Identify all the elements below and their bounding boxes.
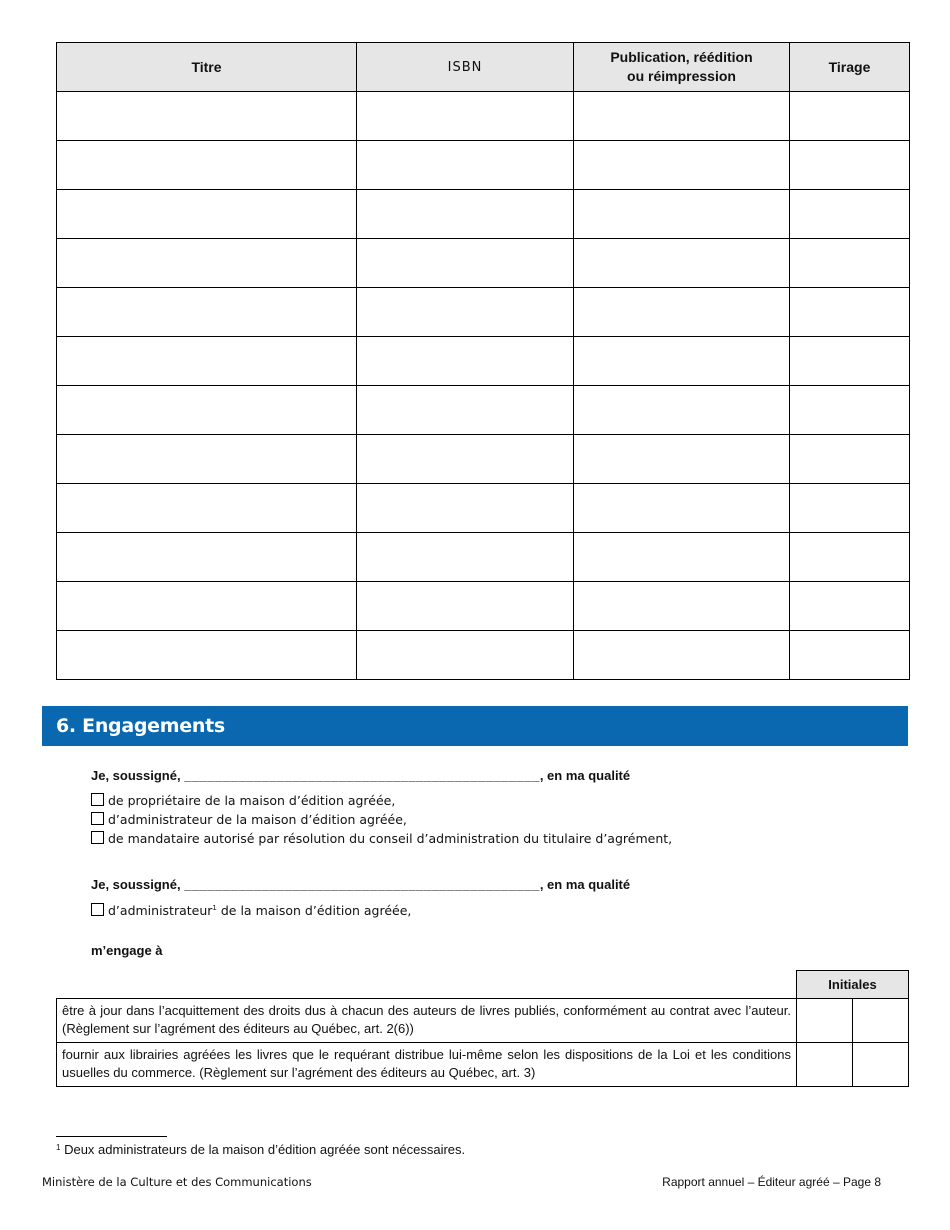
- option-label-rest: de la maison d’édition agréée,: [216, 903, 412, 918]
- isbn-cell[interactable]: [357, 582, 574, 631]
- undersigned-lead: Je, soussigné,: [91, 768, 181, 783]
- header-print-run: Tirage: [790, 43, 910, 92]
- name-blank-field[interactable]: ______________________________________________: [184, 768, 540, 783]
- publication-cell[interactable]: [574, 484, 790, 533]
- print-run-cell[interactable]: [790, 533, 910, 582]
- title-cell[interactable]: [57, 190, 357, 239]
- isbn-cell[interactable]: [357, 288, 574, 337]
- print-run-cell[interactable]: [790, 582, 910, 631]
- footnote-divider: [56, 1136, 167, 1137]
- undersigned-line-1: [91, 768, 630, 783]
- books-table-row: [57, 484, 910, 533]
- undersigned-line-2: [91, 877, 630, 892]
- isbn-cell[interactable]: [357, 533, 574, 582]
- checkbox[interactable]: [91, 903, 104, 916]
- title-cell[interactable]: [57, 337, 357, 386]
- isbn-cell[interactable]: [357, 631, 574, 680]
- checkbox[interactable]: [91, 793, 104, 806]
- publication-cell[interactable]: [574, 533, 790, 582]
- undersigned-suffix: , en ma qualité: [539, 877, 631, 892]
- commitment-text: être à jour dans l’acquittement des droits dus à chacun des auteurs de livres publiés, conformément au contrat avec l’auteur. (Règlement sur l’agrément des éditeurs au Québec, art. 2(6)): [57, 999, 797, 1043]
- isbn-cell[interactable]: [357, 141, 574, 190]
- section-heading-engagements: 6. Engagements: [42, 706, 908, 746]
- title-cell[interactable]: [57, 386, 357, 435]
- print-run-cell[interactable]: [790, 631, 910, 680]
- option-mandatary[interactable]: [91, 831, 672, 846]
- publication-cell[interactable]: [574, 288, 790, 337]
- publication-cell[interactable]: [574, 337, 790, 386]
- books-table-row: [57, 435, 910, 484]
- publication-cell[interactable]: [574, 92, 790, 141]
- print-run-cell[interactable]: [790, 239, 910, 288]
- initial-cell-2[interactable]: [853, 999, 909, 1043]
- print-run-cell[interactable]: [790, 190, 910, 239]
- title-cell[interactable]: [57, 288, 357, 337]
- books-table: [56, 42, 910, 680]
- print-run-cell[interactable]: [790, 92, 910, 141]
- title-cell[interactable]: [57, 533, 357, 582]
- empty-cell: [57, 971, 797, 999]
- footnote-marker: 1: [56, 1143, 61, 1152]
- commitments-header-row: [57, 971, 909, 999]
- option-label: de mandataire autorisé par résolution du conseil d’administration du titulaire d’agrément,: [108, 831, 673, 846]
- books-table-row: [57, 533, 910, 582]
- header-title: Titre: [57, 43, 357, 92]
- books-table-row: [57, 141, 910, 190]
- print-run-cell[interactable]: [790, 288, 910, 337]
- option-label: d’administrateur: [108, 903, 213, 918]
- header-publication: [574, 43, 790, 92]
- publication-cell[interactable]: [574, 582, 790, 631]
- title-cell[interactable]: [57, 141, 357, 190]
- isbn-cell[interactable]: [357, 92, 574, 141]
- option-label: de propriétaire de la maison d’édition agréée,: [108, 793, 396, 808]
- initial-cell-2[interactable]: [853, 1043, 909, 1087]
- title-cell[interactable]: [57, 582, 357, 631]
- books-table-row: [57, 190, 910, 239]
- title-cell[interactable]: [57, 435, 357, 484]
- print-run-cell[interactable]: [790, 435, 910, 484]
- option-label: d’administrateur de la maison d’édition agréée,: [108, 812, 407, 827]
- books-table-row: [57, 288, 910, 337]
- title-cell[interactable]: [57, 484, 357, 533]
- undersigned-suffix: , en ma qualité: [539, 768, 631, 783]
- header-publication-line2: ou réimpression: [627, 68, 736, 84]
- title-cell[interactable]: [57, 239, 357, 288]
- publication-cell[interactable]: [574, 141, 790, 190]
- books-table-row: [57, 337, 910, 386]
- isbn-cell[interactable]: [357, 190, 574, 239]
- header-publication-line1: Publication, réédition: [610, 49, 753, 65]
- publication-cell[interactable]: [574, 239, 790, 288]
- publication-cell[interactable]: [574, 190, 790, 239]
- footnote: [56, 1142, 465, 1157]
- publication-cell[interactable]: [574, 386, 790, 435]
- commitment-row: [57, 999, 909, 1043]
- header-isbn: ISBN: [357, 43, 574, 92]
- print-run-cell[interactable]: [790, 484, 910, 533]
- initial-cell-1[interactable]: [797, 999, 853, 1043]
- commitment-text: fournir aux librairies agréées les livres que le requérant distribue lui-même selon les dispositions de la Loi et les conditions usuelles du commerce. (Règlement sur l’agrément des éditeurs au Québec, art. 3): [57, 1043, 797, 1087]
- publication-cell[interactable]: [574, 631, 790, 680]
- checkbox[interactable]: [91, 831, 104, 844]
- print-run-cell[interactable]: [790, 386, 910, 435]
- books-table-row: [57, 631, 910, 680]
- books-table-row: [57, 386, 910, 435]
- option-administrator[interactable]: [91, 812, 407, 827]
- books-table-row: [57, 92, 910, 141]
- isbn-cell[interactable]: [357, 337, 574, 386]
- books-table-row: [57, 582, 910, 631]
- isbn-cell[interactable]: [357, 435, 574, 484]
- initial-cell-1[interactable]: [797, 1043, 853, 1087]
- footnote-ref: 1: [212, 904, 217, 912]
- title-cell[interactable]: [57, 631, 357, 680]
- checkbox[interactable]: [91, 812, 104, 825]
- commitment-row: [57, 1043, 909, 1087]
- print-run-cell[interactable]: [790, 337, 910, 386]
- isbn-cell[interactable]: [357, 386, 574, 435]
- footnote-text: Deux administrateurs de la maison d’édition agréée sont nécessaires.: [64, 1142, 466, 1157]
- print-run-cell[interactable]: [790, 141, 910, 190]
- title-cell[interactable]: [57, 92, 357, 141]
- books-table-row: [57, 239, 910, 288]
- isbn-cell[interactable]: [357, 484, 574, 533]
- option-owner[interactable]: [91, 793, 395, 808]
- option-administrator-2[interactable]: [91, 903, 411, 918]
- isbn-cell[interactable]: [357, 239, 574, 288]
- name-blank-field[interactable]: ______________________________________________: [184, 877, 540, 892]
- commitments-table: [56, 970, 909, 1087]
- footer-ministry: Ministère de la Culture et des Communications: [42, 1175, 312, 1189]
- commit-intro: m’engage à: [91, 943, 163, 958]
- publication-cell[interactable]: [574, 435, 790, 484]
- initials-header: Initiales: [797, 971, 909, 999]
- undersigned-lead: Je, soussigné,: [91, 877, 181, 892]
- books-table-header-row: [57, 43, 910, 92]
- footer-page-info: Rapport annuel – Éditeur agréé – Page 8: [662, 1175, 881, 1189]
